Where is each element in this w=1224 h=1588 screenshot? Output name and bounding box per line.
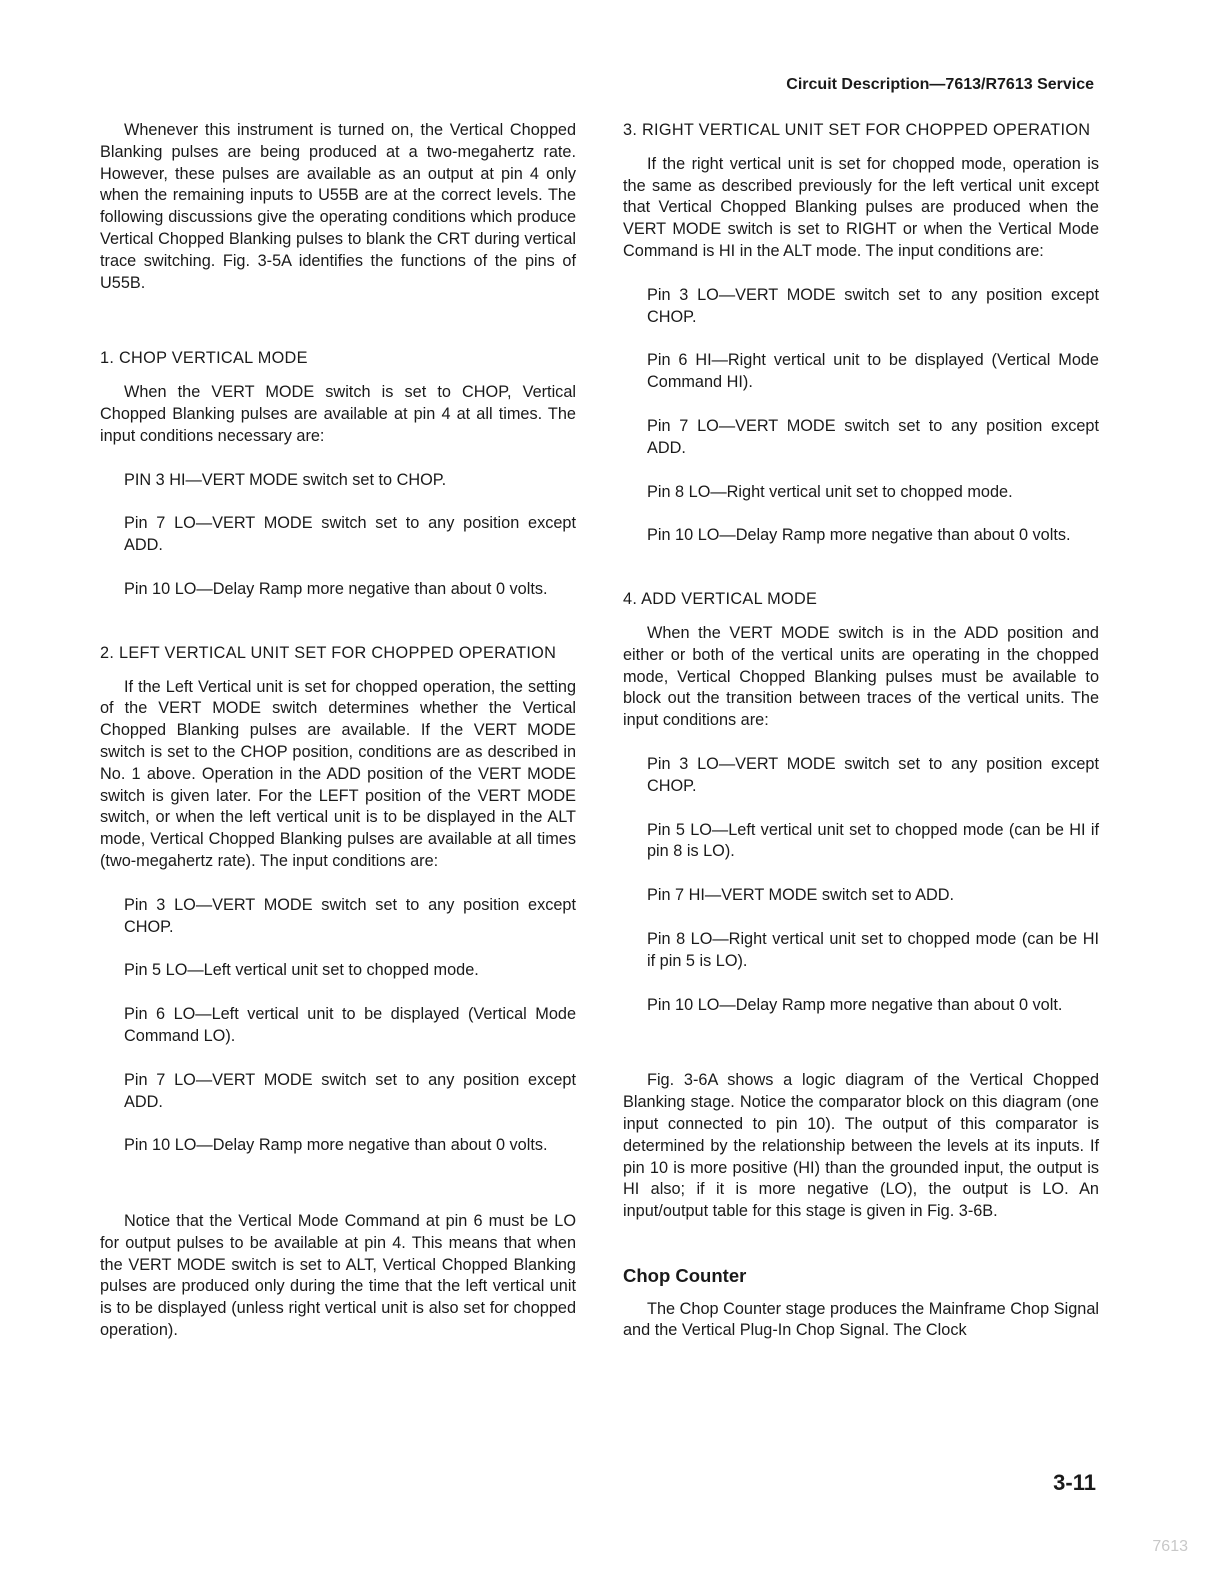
- pin-condition: Pin 7 HI—VERT MODE switch set to ADD.: [647, 886, 955, 905]
- chop-counter-heading: Chop Counter: [623, 1264, 747, 1286]
- pin-condition: Pin 7 LO—VERT MODE switch set to any position except ADD.: [647, 416, 1099, 457]
- pin-condition: Pin 8 LO—Right vertical unit set to chopped mode (can be HI if pin 5 is LO).: [647, 929, 1099, 970]
- page-number: 3-11: [1053, 1470, 1096, 1495]
- section-heading: 1. CHOP VERTICAL MODE: [100, 349, 308, 368]
- pin-condition: Pin 3 LO—VERT MODE switch set to any position except CHOP.: [647, 754, 1099, 795]
- running-header: Circuit Description—7613/R7613 Service: [786, 76, 1094, 93]
- section-heading: 2. LEFT VERTICAL UNIT SET FOR CHOPPED OPERATION: [100, 643, 557, 662]
- figure-reference-paragraph: Fig. 3-6A shows a logic diagram of the Vertical Chopped Blanking stage. Notice the comparator block on this diagram (one input connected to pin 10). The output of this comparator is determined by the relationship between the levels at its inputs. If pin 10 is more positive (HI) than the grounded input, the output is HI also; if it is more negative (LO), the output is LO. An input/output table for this stage is given in Fig. 3-6B.: [623, 1071, 1099, 1221]
- body-paragraph: If the Left Vertical unit is set for chopped operation, the setting of the VERT MODE switch determines whether the Vertical Chopped Blanking pulses are available. If the VERT MODE switch is set to the CHOP position, conditions are as described in No. 1 above. Operation in the ADD position of the VERT MODE switch is given later. For the LEFT position of the VERT MODE switch, or when the left vertical unit is to be displayed in the ALT mode, Vertical Chopped Blanking pulses are available at all times (two-megahertz rate). The input conditions are:: [100, 677, 576, 870]
- pin-condition: Pin 7 LO—VERT MODE switch set to any position except ADD.: [124, 1070, 576, 1111]
- section-heading: 4. ADD VERTICAL MODE: [623, 590, 818, 609]
- body-paragraph: The Chop Counter stage produces the Mainframe Chop Signal and the Vertical Plug-In Chop Signal. The Clock: [623, 1299, 1099, 1340]
- pin-condition: Pin 10 LO—Delay Ramp more negative than about 0 volts.: [647, 526, 1071, 545]
- intro-paragraph: Whenever this instrument is turned on, the Vertical Chopped Blanking pulses are being produced at a two-megahertz rate. However, these pulses are available as an output at pin 4 only when the remaining inputs to U55B are at the correct levels. The following discussions give the operating conditions which produce Vertical Chopped Blanking pulses to blank the CRT during vertical trace switching. Fig. 3-5A identifies the functions of the pins of U55B.: [100, 121, 576, 292]
- body-paragraph: If the right vertical unit is set for chopped mode, operation is the same as described previously for the left vertical unit except that Vertical Chopped Blanking pulses are produced when the VERT MODE switch is set to RIGHT or when the Vertical Mode Command is HI in the ALT mode. The input conditions are:: [623, 154, 1099, 260]
- pin-condition: PIN 3 HI—VERT MODE switch set to CHOP.: [124, 470, 447, 489]
- body-paragraph: When the VERT MODE switch is set to CHOP, Vertical Chopped Blanking pulses are available at pin 4 at all times. The input conditions necessary are:: [100, 383, 576, 445]
- left-column: [100, 120, 576, 1342]
- pin-condition: Pin 6 HI—Right vertical unit to be displayed (Vertical Mode Command HI).: [647, 351, 1099, 392]
- pin-condition: Pin 5 LO—Left vertical unit set to chopped mode (can be HI if pin 8 is LO).: [647, 820, 1099, 861]
- pin-condition: Pin 3 LO—VERT MODE switch set to any position except CHOP.: [124, 895, 576, 936]
- notice-paragraph: Notice that the Vertical Mode Command at pin 6 must be LO for output pulses to be available at pin 4. This means that when the VERT MODE switch is set to ALT, Vertical Chopped Blanking pulses are produced only during the time that the left vertical unit is to be displayed (unless right vertical unit is also set for chopped operation).: [100, 1212, 576, 1340]
- pin-condition: Pin 10 LO—Delay Ramp more negative than about 0 volt.: [647, 995, 1063, 1014]
- pin-condition: Pin 7 LO—VERT MODE switch set to any position except ADD.: [124, 514, 576, 555]
- body-paragraph: When the VERT MODE switch is in the ADD position and either or both of the vertical units are operating in the chopped mode, Vertical Chopped Blanking pulses must be available to block out the transition between traces of the vertical units. The input conditions are:: [623, 623, 1099, 730]
- pin-condition: Pin 6 LO—Left vertical unit to be displayed (Vertical Mode Command LO).: [124, 1005, 576, 1045]
- pin-condition: Pin 5 LO—Left vertical unit set to chopped mode.: [124, 961, 479, 980]
- pin-condition: Pin 3 LO—VERT MODE switch set to any position except CHOP.: [647, 285, 1099, 326]
- pin-condition: Pin 10 LO—Delay Ramp more negative than about 0 volts.: [124, 579, 548, 598]
- right-column: [623, 120, 1099, 1342]
- section-heading: 3. RIGHT VERTICAL UNIT SET FOR CHOPPED OPERATION: [623, 121, 1091, 139]
- watermark: 7613: [1152, 1538, 1188, 1555]
- pin-condition: Pin 8 LO—Right vertical unit set to chopped mode.: [647, 482, 1013, 501]
- pin-condition: Pin 10 LO—Delay Ramp more negative than about 0 volts.: [124, 1136, 548, 1155]
